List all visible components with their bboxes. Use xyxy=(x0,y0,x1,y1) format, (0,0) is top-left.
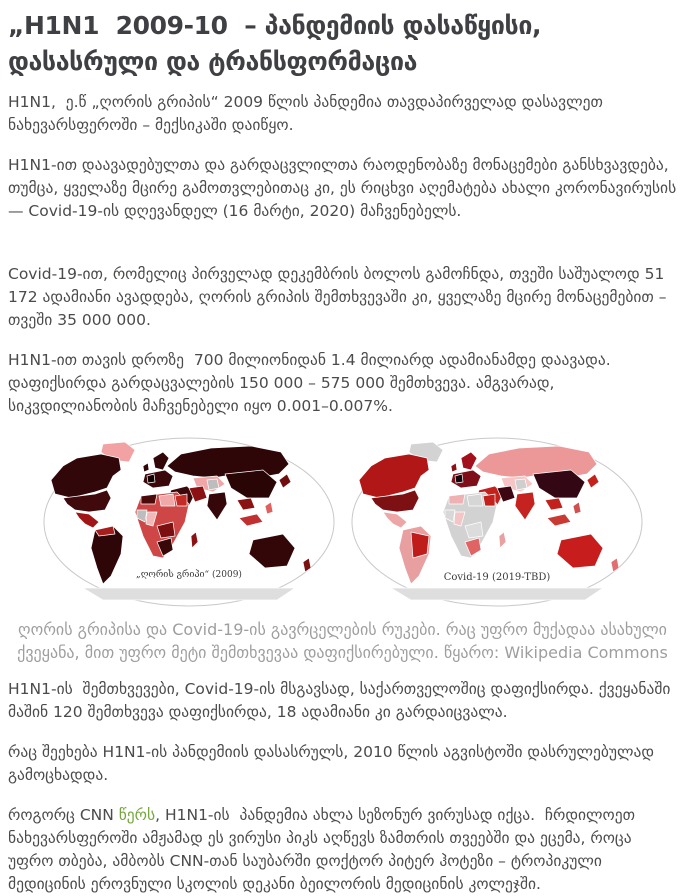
paragraph-pandemic-end: რაც შეეხება H1N1-ის პანდემიის დასასრულს, 2010 წლის აგვისტოში დასრულებულად გამოცხადდა. xyxy=(8,743,659,784)
region-brazil xyxy=(411,532,429,558)
region-france xyxy=(147,474,155,483)
region-antarctica xyxy=(83,588,295,600)
paragraph-monthly-cases: Covid-19-ით, რომელიც პირველად დეკემბრის ბოლოს გამოჩნდა, თვეში საშუალოდ 51 172 ადამიანი ავადდება, ღორის გრიპის შემთხვევაში კი, ყველაზე მცირე მონაცემებით – თვეში 35 000 000. xyxy=(8,265,672,329)
map-right-label: Covid-19 (2019-TBD) xyxy=(443,572,550,583)
cnn-text-after-link: , H1N1-ის პანდემია ახლა სეზონურ ვირუსად იქცა. ჩრდილოეთ ნახევარსფეროში ამჟამად ეს ვირუსი პიკს აღწევს ზამთრის თვეებში და ეცემა, როცა უფრო თბება, ამბობს CNN-თან საუბარში დოქტორ პიტერ ჰოტეზი – ტროპიკული მედიცინის ეროვნული სკოლის დეკანი ბეილორის მედიცინის კოლეჯში. xyxy=(8,806,640,893)
region-africa-northwest xyxy=(141,494,157,504)
region-france xyxy=(455,474,463,483)
region-central-asia-gray xyxy=(207,479,219,490)
map-covid-19 xyxy=(349,436,645,608)
region-antarctica xyxy=(391,588,603,600)
cnn-writes-link[interactable]: წერს xyxy=(118,806,156,824)
page-title: „H1N1 2009-10 – პანდემიის დასაწყისი, დასასრული და ტრანსფორმაცია xyxy=(8,11,550,76)
paragraph-georgia-cases: H1N1-ის შემთხვევები, Covid-19-ის მსგავსად, საქართველოშიც დაფიქსირდა. ქვეყანაში მაშინ 120 შემთხვევა დაფიქსირდა, 18 ადამიანი კი გარდაიცვალა. xyxy=(8,680,676,721)
paragraph-intro: H1N1, ე.წ „ღორის გრიპის“ 2009 წლის პანდემია თავდაპირველად დასავლეთ ნახევარსფეროში – მექსიკაში დაიწყო. xyxy=(8,93,608,134)
cnn-text-before-link: როგორც CNN xyxy=(8,806,119,824)
region-africa-libya xyxy=(159,494,175,506)
figure-caption: ღორის გრიპისა და Covid-19-ის გავრცელების რუკები. რაც უფრო მუქადაა ასახული ქვეყანა, მით უფრო მეტი შემთხვევაა დაფიქსირებული. წყარო: Wikipedia Commons xyxy=(17,620,673,662)
region-africa-egypt xyxy=(483,494,495,506)
maps-row xyxy=(8,436,677,608)
map-swine-flu-2009 xyxy=(41,436,337,608)
region-africa-egypt xyxy=(175,494,187,506)
paragraph-cnn xyxy=(8,804,677,896)
region-africa-northwest xyxy=(449,494,465,504)
paragraph-totals: H1N1-ით თავის დროზე 700 მილიონიდან 1.4 მილიარდ ადამიანამდე დაავადა. დაფიქსირდა გარდაცვალების 150 000 – 575 000 შემთხვევა. ამგვარად, სიკვდილიანობის მაჩვენებელი იყო 0.001–0.007%. xyxy=(8,351,616,415)
region-central-asia-gray xyxy=(515,479,527,490)
region-africa-libya xyxy=(467,494,483,506)
map-left-label: „ღორის გრიპი“ (2009) xyxy=(135,570,242,580)
maps-figure xyxy=(8,436,677,664)
paragraph-comparison: H1N1-ით დაავადებულთა და გარდაცვლილთა რაოდენობაზე მონაცემები განსხვავდება, თუმცა, ყველაზე მცირე გამოთვლებითაც კი, ეს რიცხვი აღემატება ახალი კორონავირუსის — Covid-19-ის დღევანდელ (16 მარტი, 2020) მაჩვენებელს. xyxy=(8,156,682,220)
